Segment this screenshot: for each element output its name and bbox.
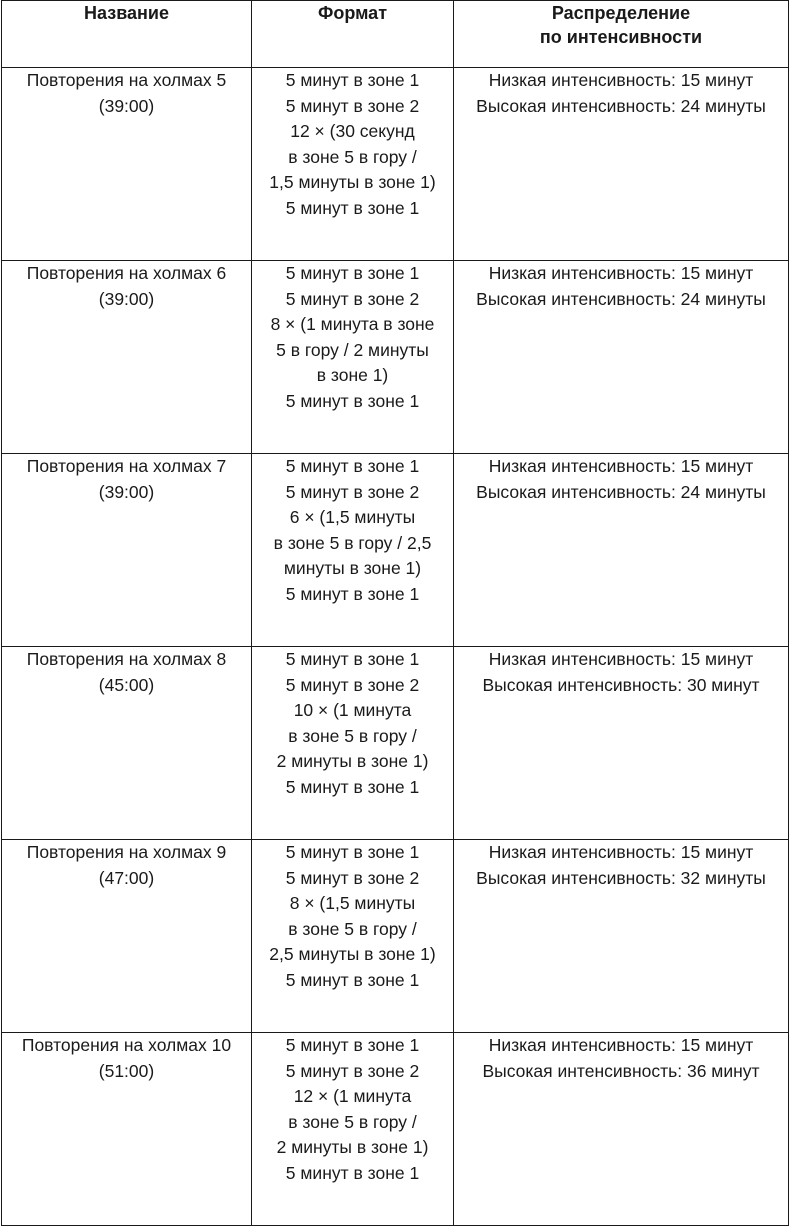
cell-line: (45:00) bbox=[98, 674, 155, 695]
cell-line: в зоне 1) bbox=[316, 365, 389, 385]
cell-line: Распределение bbox=[551, 3, 691, 23]
cell-line: Низкая интенсивность: 15 минут bbox=[488, 1035, 754, 1055]
cell-line: 5 минут в зоне 1 bbox=[285, 969, 420, 990]
cell-line: Низкая интенсивность: 15 минут bbox=[488, 842, 754, 862]
cell-format bbox=[252, 840, 454, 1033]
cell-line: в зоне 5 в гору / bbox=[288, 725, 417, 746]
header-distribution bbox=[454, 1, 789, 68]
cell-line: (39:00) bbox=[98, 481, 155, 502]
cell-line: 5 минут в зоне 1 bbox=[285, 1035, 420, 1055]
table-row bbox=[2, 840, 789, 1033]
cell-line: 5 минут в зоне 1 bbox=[285, 263, 420, 283]
cell-line: в зоне 5 в гору / bbox=[288, 146, 417, 167]
cell-line: 2 минуты в зоне 1) bbox=[276, 1137, 429, 1157]
cell-line: 2,5 минуты в зоне 1) bbox=[269, 944, 436, 964]
cell-format bbox=[252, 454, 454, 647]
cell-line: 5 минут в зоне 2 bbox=[285, 288, 420, 309]
cell-line: Высокая интенсивность: 24 минуты bbox=[476, 481, 766, 502]
cell-name bbox=[2, 68, 252, 261]
cell-line: 5 минут в зоне 1 bbox=[285, 390, 420, 411]
cell-line: 5 минут в зоне 2 bbox=[285, 1060, 420, 1081]
cell-line: 5 минут в зоне 1 bbox=[285, 456, 420, 476]
cell-line: 8 × (1,5 минуты bbox=[289, 893, 416, 913]
table-row bbox=[2, 647, 789, 840]
cell-line: 5 минут в зоне 1 bbox=[285, 649, 420, 669]
cell-line: Название bbox=[84, 3, 169, 23]
cell-distribution bbox=[454, 68, 789, 261]
cell-line: Высокая интенсивность: 32 минуты bbox=[476, 867, 766, 888]
cell-line: 5 в гору / 2 минуты bbox=[276, 339, 429, 360]
cell-line: Низкая интенсивность: 15 минут bbox=[488, 263, 754, 283]
cell-line: 12 × (1 минута bbox=[293, 1086, 412, 1106]
header-name bbox=[2, 1, 252, 68]
cell-line: (39:00) bbox=[98, 288, 155, 309]
cell-line: (39:00) bbox=[98, 95, 155, 116]
cell-line: Высокая интенсивность: 36 минут bbox=[482, 1060, 760, 1081]
cell-line: 5 минут в зоне 2 bbox=[285, 481, 420, 502]
header-row bbox=[2, 1, 789, 68]
cell-format bbox=[252, 647, 454, 840]
workouts-table bbox=[1, 0, 789, 1226]
cell-line: Низкая интенсивность: 15 минут bbox=[488, 649, 754, 669]
cell-line: (51:00) bbox=[98, 1060, 155, 1081]
cell-line: минуты в зоне 1) bbox=[283, 558, 422, 578]
cell-distribution bbox=[454, 454, 789, 647]
cell-name bbox=[2, 261, 252, 454]
cell-distribution bbox=[454, 1033, 789, 1226]
cell-distribution bbox=[454, 840, 789, 1033]
cell-line: 5 минут в зоне 1 bbox=[285, 70, 420, 90]
cell-line: Низкая интенсивность: 15 минут bbox=[488, 70, 754, 90]
cell-line: 6 × (1,5 минуты bbox=[289, 507, 416, 527]
cell-line: 12 × (30 секунд bbox=[290, 121, 415, 141]
cell-line: 2 минуты в зоне 1) bbox=[276, 751, 429, 771]
table-row bbox=[2, 1033, 789, 1226]
cell-line: Повторения на холмах 8 bbox=[26, 649, 227, 669]
cell-line: 5 минут в зоне 1 bbox=[285, 842, 420, 862]
cell-line: Повторения на холмах 5 bbox=[26, 70, 227, 90]
cell-line: 5 минут в зоне 2 bbox=[285, 95, 420, 116]
cell-line: Высокая интенсивность: 24 минуты bbox=[476, 95, 766, 116]
cell-line: 5 минут в зоне 1 bbox=[285, 583, 420, 604]
cell-line: 5 минут в зоне 2 bbox=[285, 674, 420, 695]
cell-format bbox=[252, 68, 454, 261]
cell-name bbox=[2, 454, 252, 647]
cell-line: по интенсивности bbox=[539, 27, 703, 47]
table-row bbox=[2, 68, 789, 261]
cell-line: 5 минут в зоне 2 bbox=[285, 867, 420, 888]
cell-line: Повторения на холмах 6 bbox=[26, 263, 227, 283]
cell-distribution bbox=[454, 647, 789, 840]
cell-line: Высокая интенсивность: 30 минут bbox=[482, 674, 760, 695]
cell-line: Повторения на холмах 9 bbox=[26, 842, 227, 862]
cell-line: Повторения на холмах 10 bbox=[21, 1035, 232, 1055]
cell-line: 5 минут в зоне 1 bbox=[285, 1162, 420, 1183]
cell-line: 1,5 минуты в зоне 1) bbox=[269, 172, 436, 192]
cell-line: в зоне 5 в гору / bbox=[288, 1111, 417, 1132]
header-format bbox=[252, 1, 454, 68]
cell-line: 8 × (1 минута в зоне bbox=[270, 314, 435, 334]
cell-line: Формат bbox=[317, 3, 388, 23]
cell-name bbox=[2, 1033, 252, 1226]
cell-line: Высокая интенсивность: 24 минуты bbox=[476, 288, 766, 309]
cell-line: 10 × (1 минута bbox=[293, 700, 412, 720]
cell-line: 5 минут в зоне 1 bbox=[285, 776, 420, 797]
cell-line: (47:00) bbox=[98, 867, 155, 888]
cell-distribution bbox=[454, 261, 789, 454]
cell-line: в зоне 5 в гору / bbox=[288, 918, 417, 939]
cell-name bbox=[2, 647, 252, 840]
cell-line: 5 минут в зоне 1 bbox=[285, 197, 420, 218]
cell-name bbox=[2, 840, 252, 1033]
cell-line: Повторения на холмах 7 bbox=[26, 456, 227, 476]
table-row bbox=[2, 454, 789, 647]
cell-line: Низкая интенсивность: 15 минут bbox=[488, 456, 754, 476]
cell-format bbox=[252, 261, 454, 454]
table-row bbox=[2, 261, 789, 454]
cell-format bbox=[252, 1033, 454, 1226]
cell-line: в зоне 5 в гору / 2,5 bbox=[273, 532, 432, 553]
